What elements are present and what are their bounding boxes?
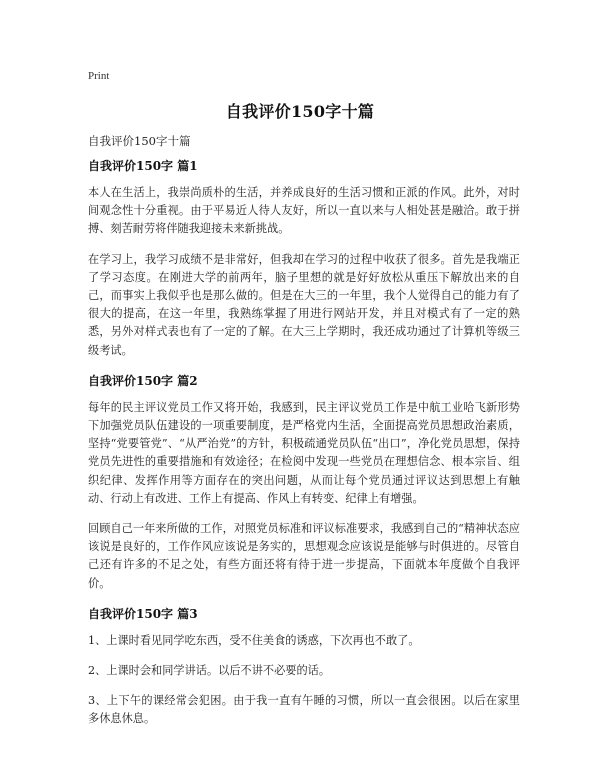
- section-2: [88, 372, 520, 593]
- section-heading: 自我评价150字 篇1: [88, 159, 198, 173]
- section-heading: 自我评价150字 篇2: [88, 373, 198, 388]
- document-body: [88, 157, 520, 741]
- paragraph: 回顾自己一年来所做的工作，对照党员标准和评议标准要求，我感到自己的“精神状态应该说是良好的，工作作风应该说是务实的，思想观念应该说是能够与时俱进的。尽管自己还有许多的不足之处，有些方面还将有待于进一步提高，下面就本年度做个自我评价。: [88, 522, 520, 590]
- document-title: 自我评价150字十篇: [225, 102, 375, 121]
- print-link[interactable]: Print: [88, 70, 110, 82]
- list-item: 3、上下午的课经常会犯困。由于我一直有午睡的习惯，所以一直会很困。以后在家里多休息休息。: [88, 694, 520, 726]
- list-item: 1、上课时看见同学吃东西，受不住美食的诱惑，下次再也不敢了。: [88, 633, 420, 647]
- paragraph: 在学习上，我学习成绩不是非常好，但我却在学习的过程中收获了很多。首先是我端正了学习态度。在刚进大学的前两年，脑子里想的就是好好放松从重压下解放出来的自己，而事实上我似乎也是那么做的。但是在大三的一年里，我个人觉得自己的能力有了很大的提高，在这一年里，我熟练掌握了用进行网站开发，并且对模式有了一定的熟悉，另外对样式表也有了一定的了解。在大三上学期时，我还成功通过了计算机等级三级考试。: [88, 252, 520, 357]
- paragraph: 本人在生活上，我崇尚质朴的生活，并养成良好的生活习惯和正派的作风。此外，对时间观念性十分重视。由于平易近人待人友好，所以一直以来与人相处甚是融洽。敢于拼搏、刻苦耐劳将伴随我迎接未来新挑战。: [88, 186, 520, 236]
- section-1: [88, 157, 520, 360]
- section-heading: 自我评价150字 篇3: [88, 606, 198, 621]
- list-item: 2、上课时会和同学讲话。以后不讲不必要的话。: [88, 664, 331, 678]
- paragraph: 每年的民主评议党员工作又将开始，我感到，民主评议党员工作是中航工业哈飞新形势下加强党员队伍建设的一项重要制度，是严格党内生活，全面提高党员思想政治素质，坚持“党要管党”、“从严治党”的方针，积极疏通党员队伍“出口”，净化党员思想，保持党员先进性的重要措施和有效途径；在检阅中发现一些党员在理想信念、根本宗旨、组织纪律、发挥作用等方面存在的突出问题，从而让每个党员通过评议达到思想上有触动、行动上有改进、工作上有提高、作风上有转变、纪律上有增强。: [88, 400, 520, 505]
- document-subtitle: 自我评价150字十篇: [88, 134, 191, 148]
- section-3: [88, 605, 520, 729]
